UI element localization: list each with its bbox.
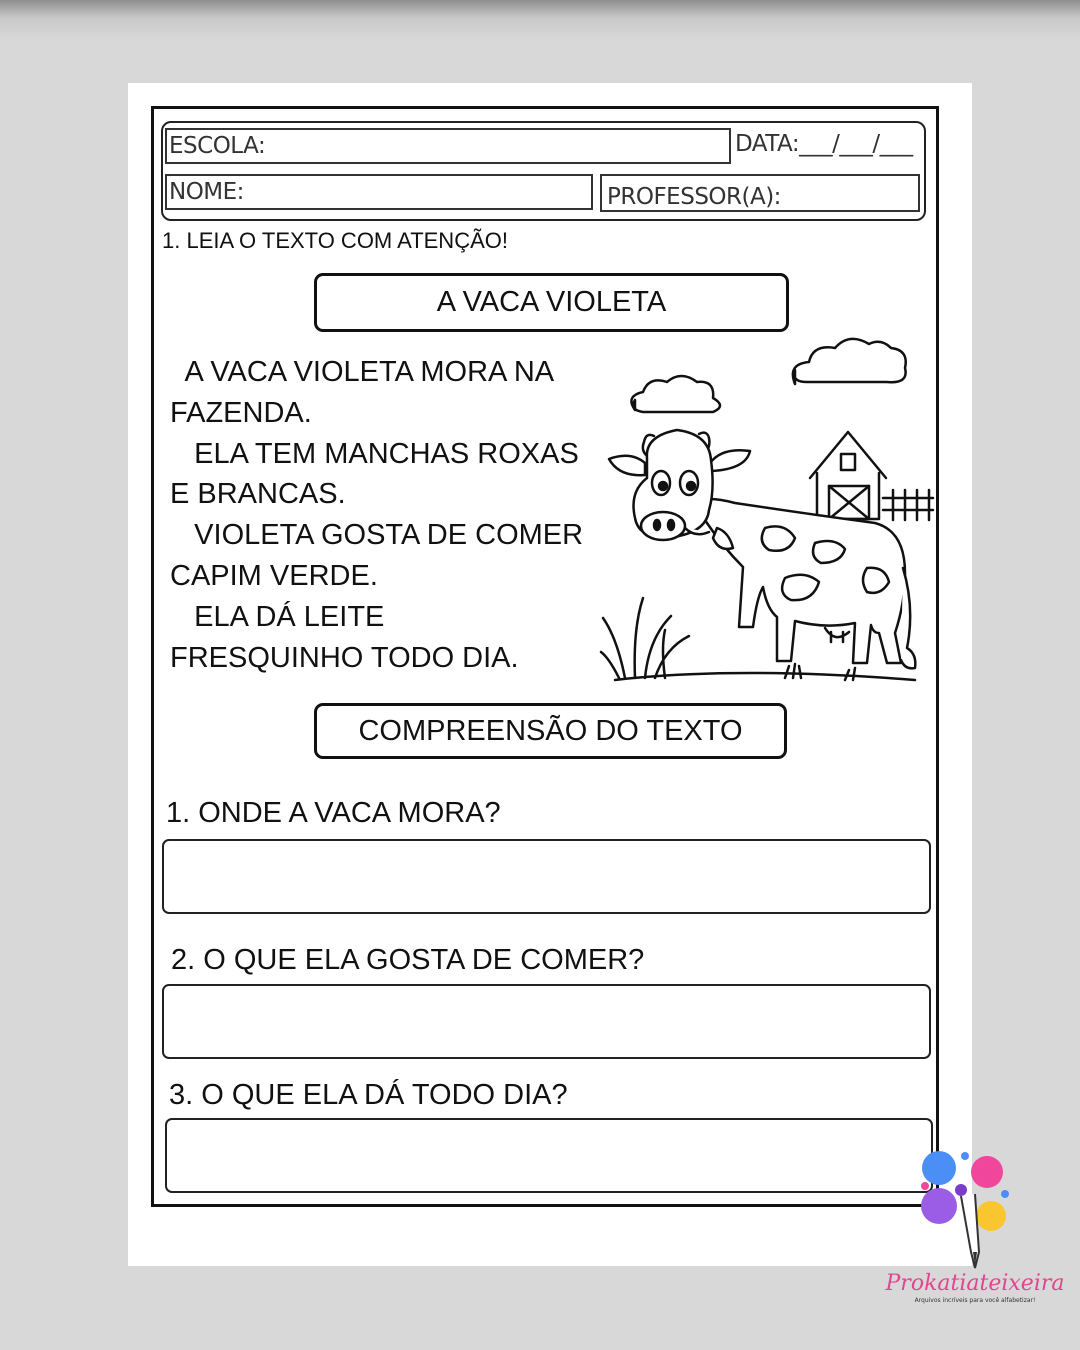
story-line: A VACA VIOLETA MORA NA [170,356,555,388]
nome-field[interactable]: NOME: [165,174,593,210]
professor-field[interactable]: PROFESSOR(A): [600,174,920,212]
cow-icon [609,430,915,668]
story-line: VIOLETA GOSTA DE COMER [170,519,584,552]
cloud-icon [793,339,906,384]
story-line: E BRANCAS. [170,478,346,511]
cow-barn-illustration [605,328,940,693]
data-field[interactable]: DATA:___/___/___ [735,131,913,157]
watermark-logo [885,1148,1065,1313]
watermark-tagline: Arquivos incríveis para você alfabetizar! [914,1297,1036,1304]
story-line: FAZENDA. [170,396,312,429]
logo-dots-icon [885,1148,1065,1308]
story-line: CAPIM VERDE. [170,559,378,592]
story-title: A VACA VIOLETA [314,273,789,332]
answer-box-1[interactable] [162,839,931,914]
escola-field[interactable]: ESCOLA: [165,128,731,164]
story-line: FRESQUINHO TODO DIA. [170,641,519,674]
answer-box-2[interactable] [162,984,931,1059]
cloud-icon [631,376,720,412]
story-text [170,352,583,678]
question-2: 2. O QUE ELA GOSTA DE COMER? [171,944,645,976]
question-3: 3. O QUE ELA DÁ TODO DIA? [169,1079,568,1111]
story-line: ELA TEM MANCHAS ROXAS [170,437,579,470]
barn-icon [810,432,933,520]
comprehension-title: COMPREENSÃO DO TEXTO [314,703,787,759]
answer-box-3[interactable] [165,1118,933,1193]
instruction-text: 1. LEIA O TEXTO COM ATENÇÃO! [162,228,508,253]
question-1: 1. ONDE A VACA MORA? [166,797,501,829]
watermark-name: Prokatiateixeira [885,1271,1065,1296]
story-line: ELA DÁ LEITE [170,600,385,633]
